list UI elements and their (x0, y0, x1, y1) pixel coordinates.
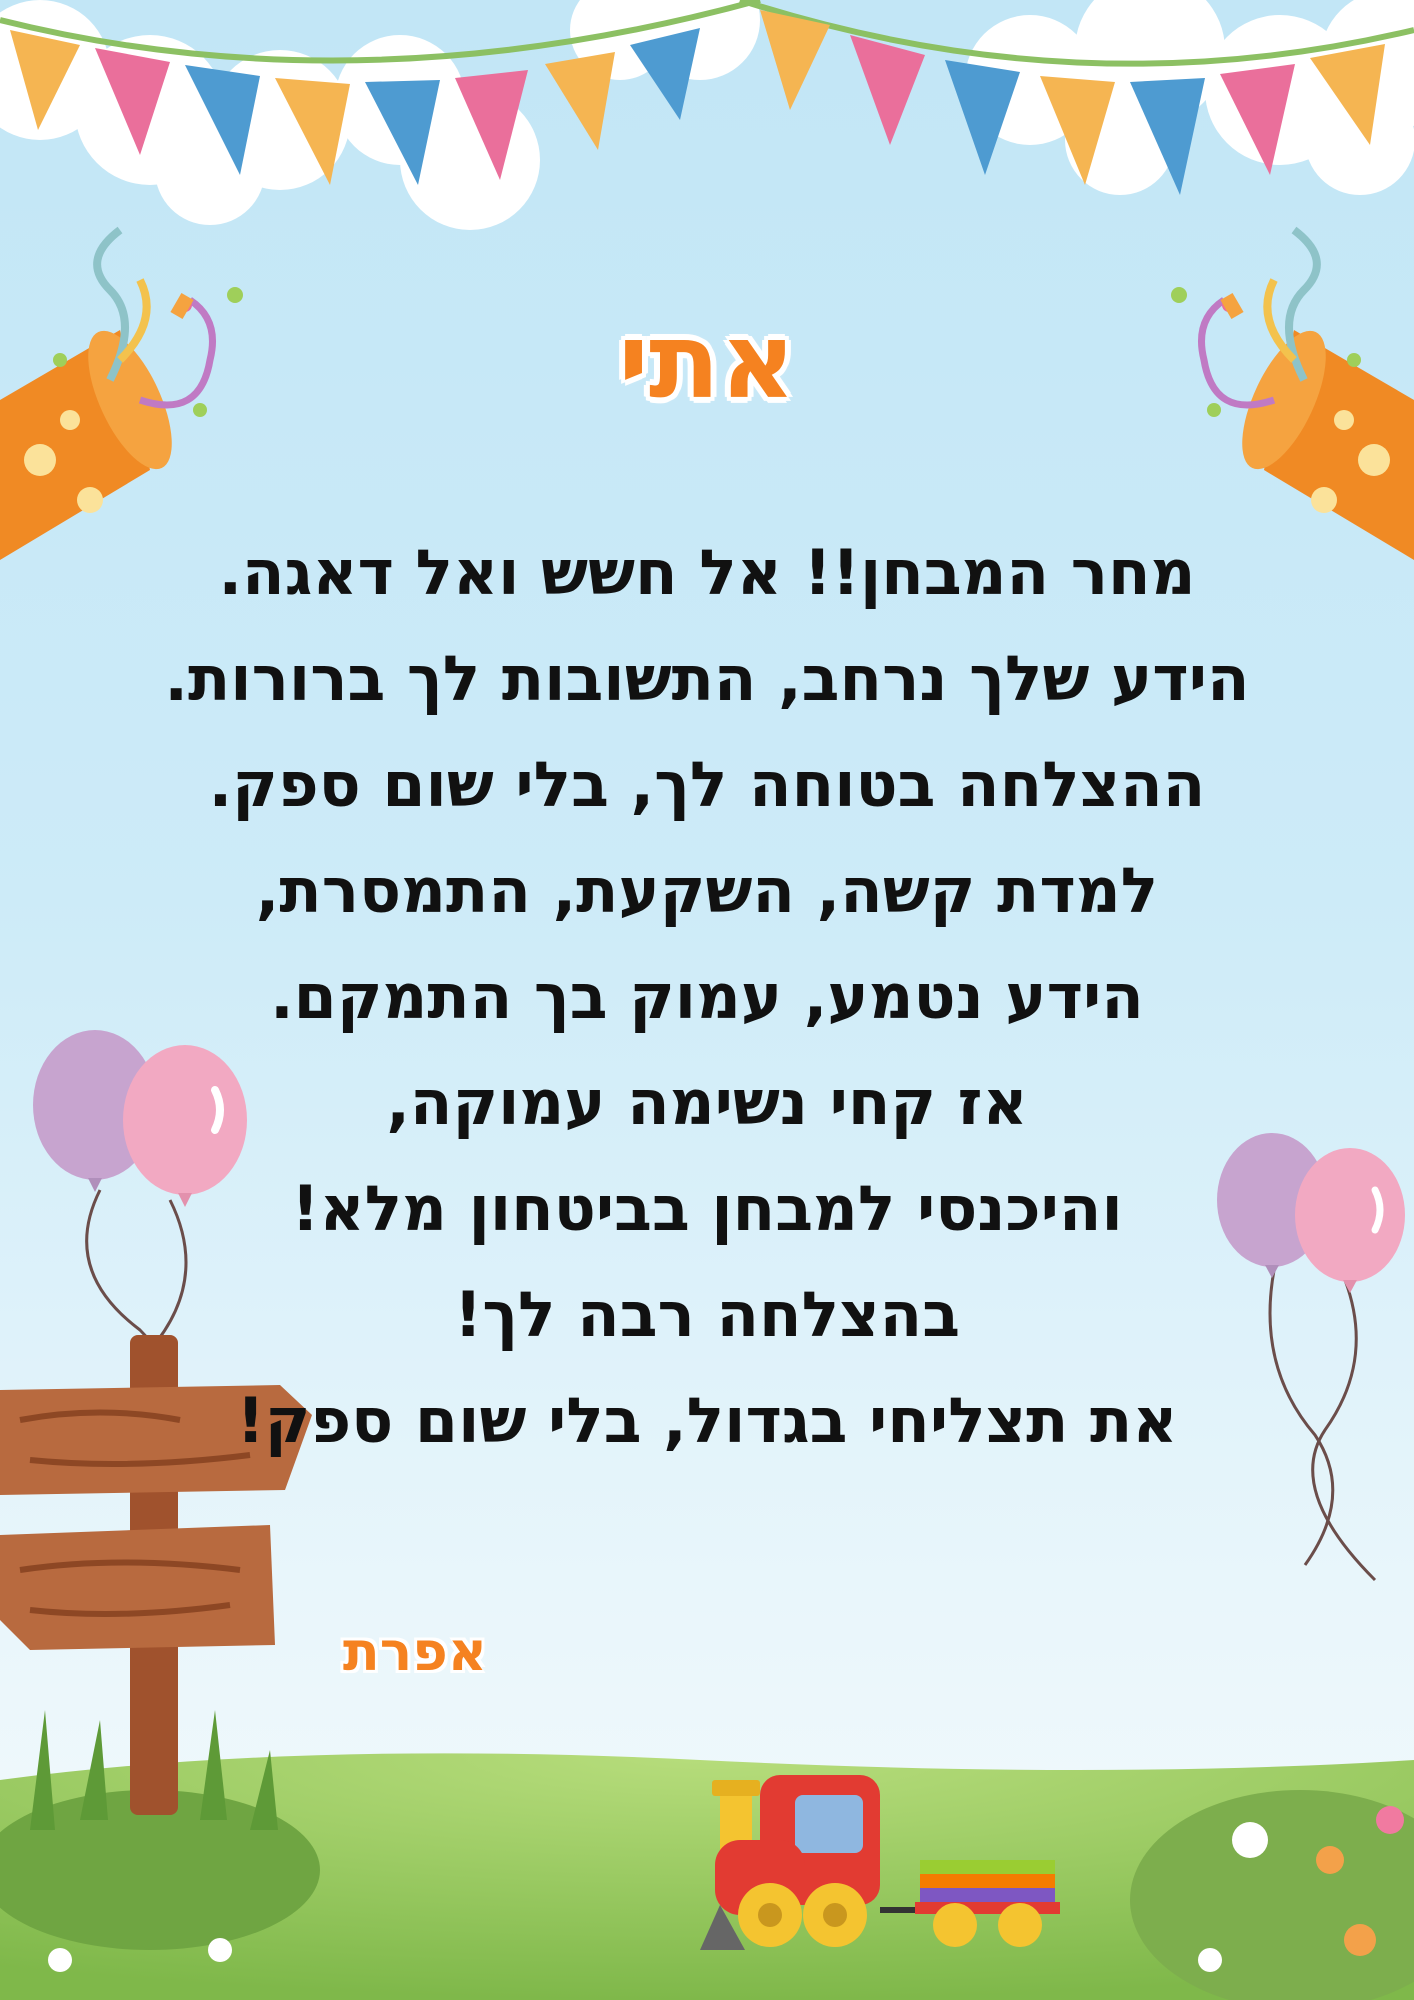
poem-line: ההצלחה בטוחה לך, בלי שום ספק. (208, 748, 1206, 821)
grass-ground (0, 1710, 1414, 2000)
poem-line: את תצליחי בגדול, בלי שום ספק! (236, 1384, 1178, 1457)
poem-line: הידע שלך נרחב, התשובות לך ברורות. (164, 642, 1250, 715)
poem-text (60, 520, 1354, 1474)
poem-line: והיכנסי למבחן בביטחון מלא! (291, 1172, 1123, 1245)
poem-line: למדת קשה, השקעת, התמסרת, (255, 854, 1159, 927)
poem-line: מחר המבחן!! אל חשש ואל דאגה. (218, 536, 1196, 609)
recipient-name: אתי (618, 300, 796, 422)
poem-line: אז קחי נשימה עמוקה, (386, 1066, 1028, 1139)
signature: אפרת (342, 1620, 488, 1683)
poem-line: הידע נטמע, עמוק בך התמקם. (270, 960, 1144, 1033)
poem-line: בהצלחה רבה לך! (453, 1278, 961, 1351)
